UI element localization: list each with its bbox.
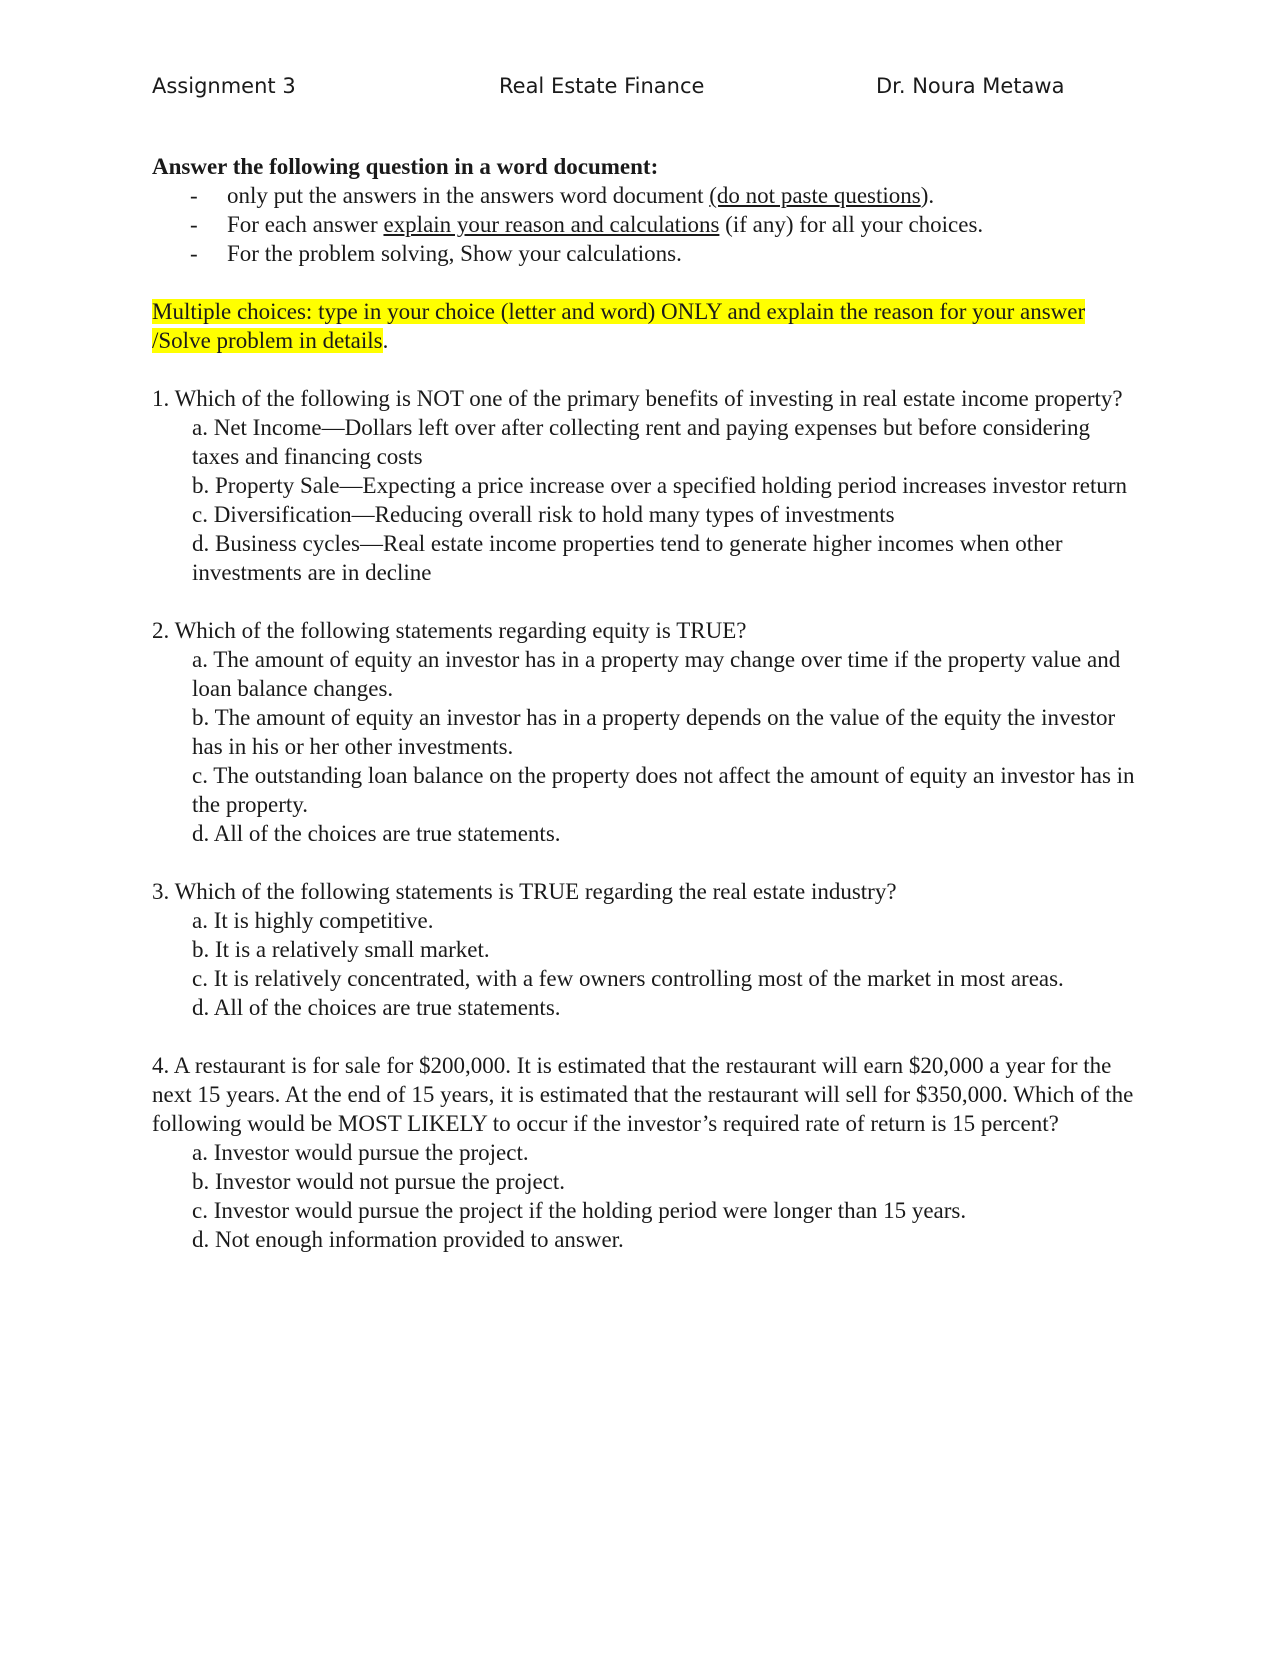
instruction-item	[152, 210, 1142, 239]
instructions-list	[152, 181, 1142, 268]
note-tail: .	[382, 328, 389, 353]
instruction-item	[152, 181, 1142, 210]
instruction-text: For each answer	[227, 212, 384, 237]
answer-option: d. All of the choices are true statements.	[192, 995, 561, 1020]
instruction-text-end: (if any) for all your choices.	[719, 212, 984, 237]
answer-options	[152, 413, 1142, 587]
multiple-choice-note	[152, 297, 1142, 355]
instruction-text: For the problem solving, Show your calculations.	[227, 241, 682, 266]
answer-option: c. The outstanding loan balance on the property does not affect the amount of equity an investor has in the property.	[192, 763, 1135, 817]
answer-option: c. Diversification—Reducing overall risk to hold many types of investments	[192, 502, 895, 527]
answer-option: b. Property Sale—Expecting a price increase over a specified holding period increases investor return	[192, 473, 1127, 498]
answer-options	[152, 645, 1142, 848]
answer-option: d. Business cycles—Real estate income properties tend to generate higher incomes when other investments are in decline	[192, 531, 1063, 585]
document-body	[152, 152, 1142, 1254]
answer-option: b. It is a relatively small market.	[192, 937, 490, 962]
question-4	[152, 1051, 1142, 1254]
highlighted-note: Multiple choices: type in your choice (letter and word) ONLY and explain the reason for your answer /Solve problem in details	[152, 299, 1086, 353]
header-assignment: Assignment 3	[152, 74, 296, 98]
question-1	[152, 384, 1142, 587]
answer-option: d. Not enough information provided to answer.	[192, 1227, 624, 1252]
dash-bullet: -	[190, 241, 198, 266]
question-stem: 4. A restaurant is for sale for $200,000. It is estimated that the restaurant will earn $20,000 a year for the next 15 years. At the end of 15 years, it is estimated that the restaurant will sell for $350,000. Which of the following would be MOST LIKELY to occur if the investor’s required rate of return is 15 percent?	[152, 1053, 1134, 1136]
answer-option: d. All of the choices are true statements.	[192, 821, 561, 846]
answer-options	[152, 906, 1142, 1022]
question-stem: 3. Which of the following statements is TRUE regarding the real estate industry?	[152, 879, 897, 904]
answer-options	[152, 1138, 1142, 1254]
question-2	[152, 616, 1142, 848]
page-header	[152, 74, 1072, 108]
question-3	[152, 877, 1142, 1022]
answer-option: c. Investor would pursue the project if the holding period were longer than 15 years.	[192, 1198, 967, 1223]
answer-option: a. Investor would pursue the project.	[192, 1140, 529, 1165]
instruction-underlined: explain your reason and calculations	[383, 212, 720, 237]
header-course: Real Estate Finance	[499, 74, 705, 98]
answer-option: a. It is highly competitive.	[192, 908, 434, 933]
question-stem: 2. Which of the following statements regarding equity is TRUE?	[152, 618, 747, 643]
answer-option: b. The amount of equity an investor has in a property depends on the value of the equity the investor has in his or her other investments.	[192, 705, 1116, 759]
instruction-underlined: (do not paste questions	[709, 183, 921, 208]
answer-option: c. It is relatively concentrated, with a few owners controlling most of the market in most areas.	[192, 966, 1064, 991]
instruction-item	[152, 239, 1142, 268]
instruction-text-end: ).	[920, 183, 935, 208]
instruction-text: only put the answers in the answers word document	[227, 183, 710, 208]
answer-option: a. Net Income—Dollars left over after collecting rent and paying expenses but before considering taxes and financing costs	[192, 415, 1090, 469]
header-instructor: Dr. Noura Metawa	[876, 74, 1065, 98]
dash-bullet: -	[190, 183, 198, 208]
instructions-title: Answer the following question in a word document:	[152, 154, 659, 179]
dash-bullet: -	[190, 212, 198, 237]
answer-option: b. Investor would not pursue the project.	[192, 1169, 566, 1194]
answer-option: a. The amount of equity an investor has in a property may change over time if the property value and loan balance changes.	[192, 647, 1121, 701]
question-stem: 1. Which of the following is NOT one of the primary benefits of investing in real estate income property?	[152, 386, 1123, 411]
